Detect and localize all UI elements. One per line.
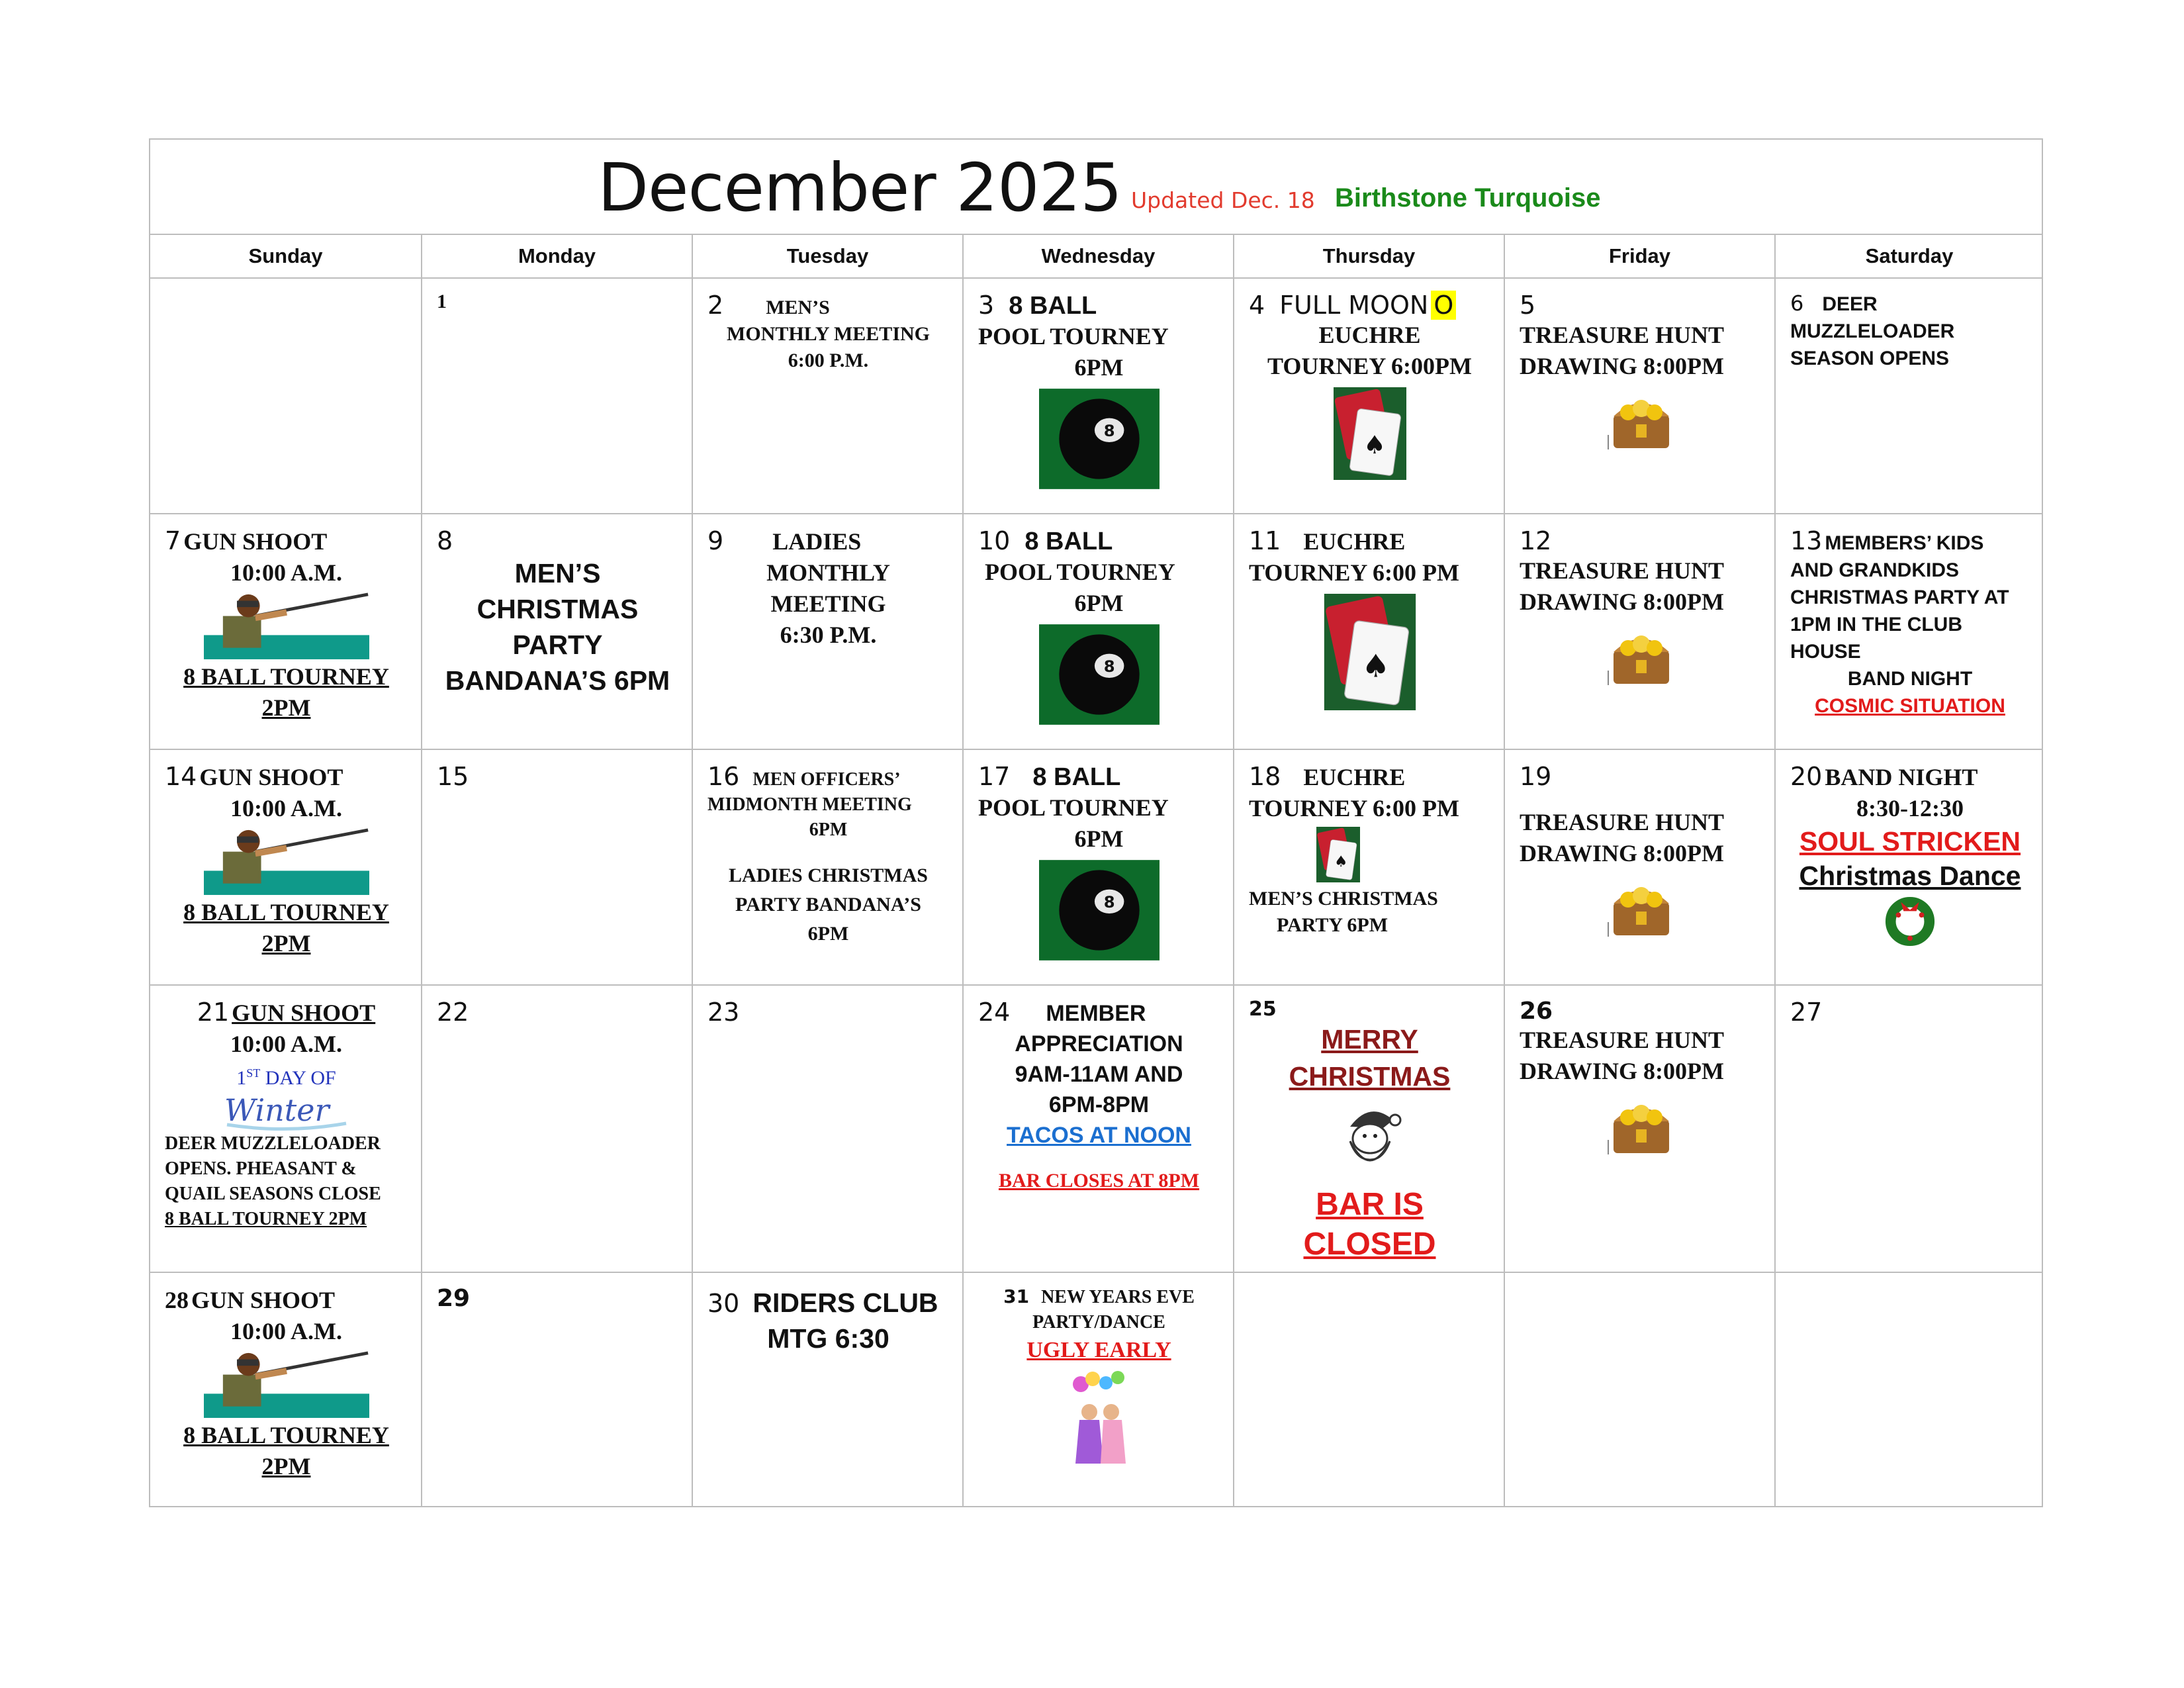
event-text: DEER [1822, 293, 1878, 315]
christmas-wreath-icon [1884, 896, 1936, 947]
playing-cards-icon [1315, 827, 1361, 882]
day-number: 8 [437, 526, 453, 555]
event-text: 6:30 P.M. [780, 622, 877, 648]
day-number: 25 [1249, 998, 1277, 1021]
event-text: CHRISTMAS PARTY [477, 594, 639, 660]
event-text: TOURNEY 6:00PM [1267, 353, 1472, 379]
day-cell-6 [1774, 279, 2043, 513]
event-text: 10:00 A.M. [230, 1031, 342, 1057]
birthstone-note: Birthstone Turquoise [1335, 183, 1601, 212]
day-cell-13 [1774, 514, 2043, 749]
day-cell-7 [150, 514, 421, 749]
event-text: LADIES [772, 528, 862, 555]
day-cell-18 [1233, 750, 1504, 984]
day-cell-17 [962, 750, 1233, 984]
day-number: 14 [165, 762, 197, 791]
day-number: 16 [707, 762, 740, 791]
event-text: DRAWING 8:00PM [1520, 588, 1724, 615]
week-row-5 [150, 1273, 2042, 1507]
event-text: BANDANA’S 6PM [445, 665, 670, 696]
week-row-4 [150, 986, 2042, 1273]
day-cell-23 [692, 986, 962, 1272]
day-cell-11 [1233, 514, 1504, 749]
event-text: HOUSE [1790, 641, 1861, 663]
day-number: 2 [707, 291, 724, 320]
day-number: 23 [707, 998, 740, 1027]
day-number: 22 [437, 998, 469, 1027]
event-text: 8 BALL TOURNEY [183, 1422, 389, 1448]
day-cell-22 [421, 986, 692, 1272]
day-number: 31 [1003, 1286, 1030, 1307]
event-text: MEN’S [766, 297, 830, 318]
event-text: MONTHLY MEETING [727, 323, 930, 345]
event-text: 2PM [261, 1453, 311, 1479]
event-text: DAY OF [260, 1067, 336, 1089]
day-number: 4 [1249, 291, 1265, 320]
treasure-chest-icon [1604, 874, 1678, 941]
event-text: MIDMONTH MEETING [707, 794, 912, 815]
weekday-friday: Friday [1504, 235, 1774, 277]
event-text: MUZZLELOADER [1790, 320, 1955, 342]
event-text: 2PM [261, 930, 311, 957]
event-text: 6PM-8PM [1048, 1092, 1150, 1117]
event-text: MEN’S CHRISTMAS [1249, 888, 1438, 910]
event-text: GUN SHOOT [199, 764, 343, 790]
event-text: 1 [236, 1067, 247, 1089]
day-cell-31 [962, 1273, 1233, 1507]
event-text: TREASURE HUNT [1520, 322, 1725, 348]
week-row-1 [150, 279, 2042, 514]
event-text: 6PM [809, 820, 848, 840]
day-cell-16 [692, 750, 962, 984]
event-text: MEMBERS’ KIDS [1825, 532, 1984, 554]
day-cell-10 [962, 514, 1233, 749]
day-cell-12 [1504, 514, 1774, 749]
event-text: GUN SHOOT [191, 1287, 336, 1313]
event-text: PARTY 6PM [1277, 914, 1388, 936]
event-text: 6:00 P.M. [788, 350, 869, 371]
event-text: BAR IS CLOSED [1303, 1187, 1436, 1262]
event-text: 2PM [261, 694, 311, 721]
event-text: 8:30-12:30 [1856, 795, 1964, 821]
event-text: MEETING [770, 590, 886, 617]
day-cell-30 [692, 1273, 962, 1507]
event-text: PARTY BANDANA’S [735, 894, 921, 915]
event-text: TOURNEY 6:00 PM [1249, 795, 1459, 821]
event-text: 8 BALL TOURNEY 2PM [165, 1209, 367, 1229]
weekday-monday: Monday [421, 235, 692, 277]
event-text: 1PM IN THE CLUB [1790, 614, 1963, 635]
santa-face-icon [1337, 1100, 1403, 1173]
event-text: APPRECIATION [1015, 1031, 1183, 1056]
event-text: SOUL STRICKEN [1799, 826, 2021, 857]
day-number: 3 [978, 291, 995, 320]
day-number: 24 [978, 998, 1011, 1027]
event-text: EUCHRE [1318, 322, 1421, 348]
event-text: MEMBER [1046, 1001, 1146, 1026]
day-number: 7 [165, 526, 181, 555]
event-text: TREASURE HUNT [1520, 809, 1725, 835]
day-number: 12 [1520, 526, 1552, 555]
event-text: EUCHRE [1303, 528, 1406, 555]
playing-cards-icon [1324, 594, 1416, 710]
event-text: MEN’S [514, 558, 601, 588]
day-number: 21 [197, 998, 230, 1027]
day-number: 9 [707, 526, 724, 555]
week-row-2 [150, 514, 2042, 750]
day-number: 6 [1790, 291, 1804, 316]
event-text: PARTY/DANCE [1032, 1312, 1165, 1333]
event-text: MTG 6:30 [767, 1323, 889, 1354]
day-cell-empty [1233, 1273, 1504, 1507]
treasure-chest-icon [1604, 387, 1678, 453]
day-cell-2 [692, 279, 962, 513]
event-text: 10:00 A.M. [230, 1318, 342, 1344]
event-text: UGLY EARLY [1026, 1338, 1171, 1362]
winter-script-icon [220, 1092, 353, 1131]
event-text: CHRISTMAS PARTY AT [1790, 586, 2009, 608]
day-cell-3 [962, 279, 1233, 513]
event-text: GUN SHOOT [232, 1000, 376, 1026]
day-number: 17 [978, 762, 1011, 791]
day-number: 28 [165, 1287, 189, 1313]
day-cell-9 [692, 514, 962, 749]
event-text: MERRY [1321, 1024, 1418, 1055]
calendar-grid [150, 279, 2042, 1507]
day-number: 29 [437, 1285, 471, 1312]
event-text: 10:00 A.M. [230, 559, 342, 586]
day-number: 27 [1790, 998, 1823, 1027]
day-cell-14 [150, 750, 421, 984]
day-number: 10 [978, 526, 1011, 555]
day-cell-28 [150, 1273, 421, 1507]
event-text: Christmas Dance [1799, 861, 2021, 891]
calendar-header [150, 140, 2042, 235]
event-text: GUN SHOOT [183, 528, 328, 555]
event-text: COSMIC SITUATION [1815, 695, 2005, 717]
day-number: 19 [1520, 762, 1552, 791]
weekday-thursday: Thursday [1233, 235, 1504, 277]
event-text: MONTHLY [766, 559, 890, 586]
event-text: 6PM [1074, 590, 1124, 616]
event-text: POOL TOURNEY [978, 323, 1169, 350]
event-text: RIDERS CLUB [752, 1288, 938, 1318]
event-text: DRAWING 8:00PM [1520, 840, 1724, 867]
event-text: ST [246, 1066, 261, 1080]
event-text: TOURNEY 6:00 PM [1249, 559, 1459, 586]
weekday-tuesday: Tuesday [692, 235, 962, 277]
weekday-saturday: Saturday [1774, 235, 2043, 277]
event-text: DRAWING 8:00PM [1520, 353, 1724, 379]
day-cell-empty [1774, 1273, 2043, 1507]
event-text: AND GRANDKIDS [1790, 559, 1959, 581]
day-number: 20 [1790, 762, 1823, 791]
day-cell-19 [1504, 750, 1774, 984]
day-cell-empty [1504, 1273, 1774, 1507]
event-text: CHRISTMAS [1289, 1061, 1451, 1092]
updated-note: Updated Dec. 18 [1131, 187, 1315, 213]
treasure-chest-icon [1604, 623, 1678, 689]
day-cell-5 [1504, 279, 1774, 513]
day-cell-27 [1774, 986, 2043, 1272]
day-cell-24 [962, 986, 1233, 1272]
day-cell-1 [421, 279, 692, 513]
day-cell-21 [150, 986, 421, 1272]
event-text: 9AM-11AM AND [1015, 1062, 1183, 1087]
day-cell-empty [150, 279, 421, 513]
event-text: 6PM [1074, 825, 1124, 852]
event-text: OPENS. PHEASANT & [165, 1158, 357, 1179]
eight-ball-icon [1039, 389, 1160, 489]
weekday-wednesday: Wednesday [962, 235, 1233, 277]
full-moon-icon: O [1431, 291, 1456, 320]
event-text: EUCHRE [1303, 764, 1406, 790]
event-text: 6PM [1074, 354, 1124, 381]
event-text: MEN OFFICERS’ [752, 769, 901, 790]
event-text: LADIES CHRISTMAS [729, 865, 928, 886]
day-number: 13 [1790, 526, 1823, 555]
gun-shooter-icon [204, 825, 369, 897]
event-text: DRAWING 8:00PM [1520, 1058, 1724, 1084]
week-row-3 [150, 750, 2042, 986]
event-text: QUAIL SEASONS CLOSE [165, 1184, 381, 1204]
event-text: TREASURE HUNT [1520, 1027, 1725, 1053]
event-text: 8 BALL [1032, 763, 1121, 791]
eight-ball-icon [1039, 624, 1160, 725]
event-text: TREASURE HUNT [1520, 557, 1725, 584]
event-text: 8 BALL [1009, 292, 1097, 320]
day-cell-4 [1233, 279, 1504, 513]
day-number: 11 [1249, 526, 1281, 555]
playing-cards-icon [1333, 387, 1407, 480]
day-number: 5 [1520, 291, 1536, 320]
event-text: SEASON OPENS [1790, 348, 1950, 369]
day-cell-26 [1504, 986, 1774, 1272]
event-text: 8 BALL [1024, 528, 1113, 555]
event-text: POOL TOURNEY [985, 559, 1175, 585]
event-text: BAND NIGHT [1825, 764, 1978, 790]
gun-shooter-icon [204, 590, 369, 661]
eight-ball-icon [1039, 860, 1160, 961]
calendar [149, 138, 2043, 1507]
event-text: BAND NIGHT [1847, 668, 1973, 690]
day-number: 15 [437, 762, 469, 791]
event-text: BAR CLOSES AT 8PM [998, 1170, 1200, 1192]
day-number: 1 [437, 291, 447, 312]
day-cell-25 [1233, 986, 1504, 1272]
party-celebration-icon [1066, 1371, 1132, 1470]
event-text: 8 BALL TOURNEY [183, 899, 389, 925]
month-title: December 2025 [598, 149, 1122, 226]
event-text: 10:00 A.M. [230, 795, 342, 821]
day-cell-15 [421, 750, 692, 984]
event-text: 8 BALL TOURNEY [183, 663, 389, 690]
day-cell-29 [421, 1273, 692, 1507]
event-text: POOL TOURNEY [978, 794, 1169, 821]
event-text: NEW YEARS EVE [1041, 1287, 1195, 1307]
day-number: 30 [707, 1289, 740, 1318]
weekday-sunday: Sunday [248, 244, 323, 267]
event-text: DEER MUZZLELOADER [165, 1133, 381, 1154]
weekday-header-row [150, 235, 2042, 279]
event-text: TACOS AT NOON [1007, 1123, 1191, 1148]
treasure-chest-icon [1604, 1092, 1678, 1158]
event-text: 6PM [807, 923, 849, 945]
event-text: FULL MOON [1279, 291, 1429, 320]
day-cell-20 [1774, 750, 2043, 984]
gun-shooter-icon [204, 1348, 369, 1420]
day-cell-8 [421, 514, 692, 749]
day-number: 26 [1520, 998, 1553, 1025]
day-number: 18 [1249, 762, 1281, 791]
